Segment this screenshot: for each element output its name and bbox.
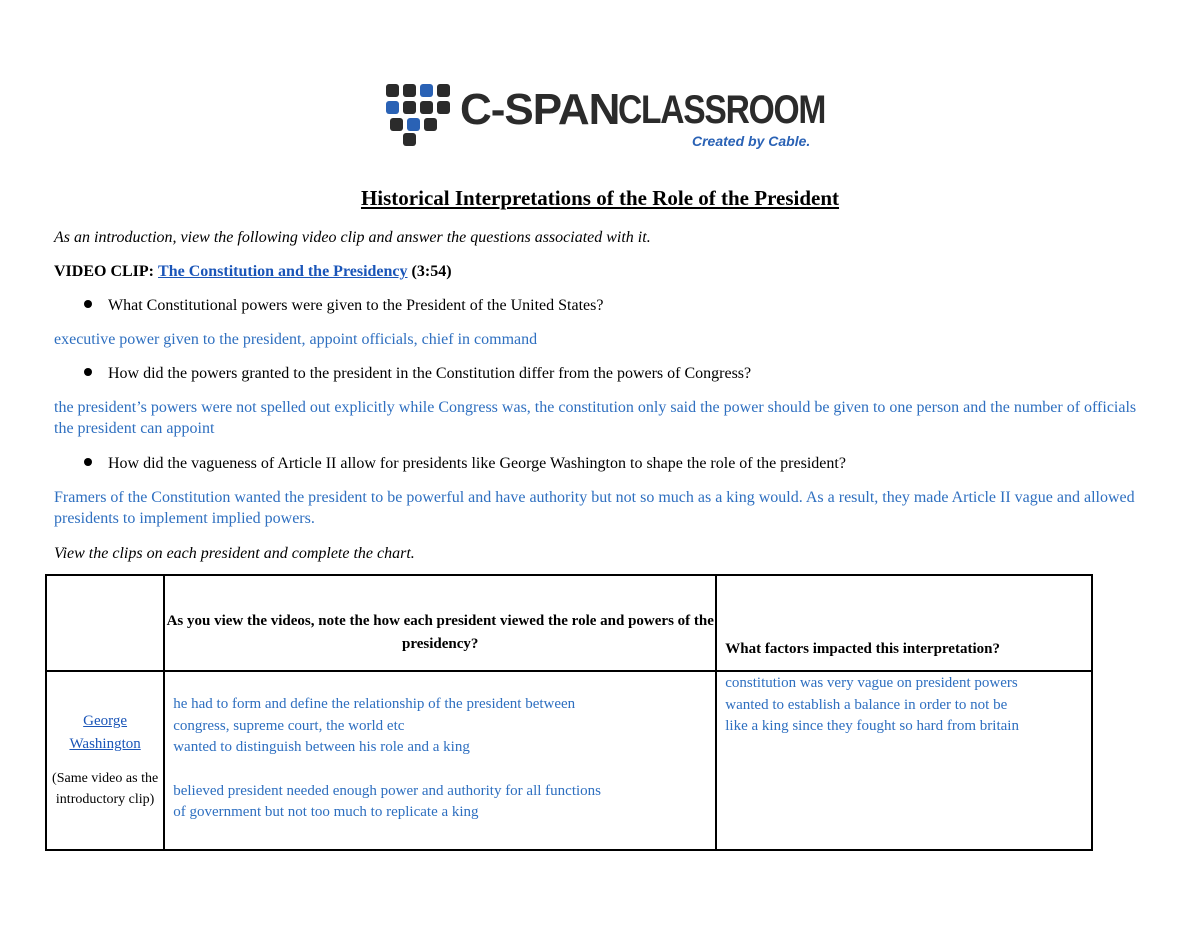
answer-3: Framers of the Constitution wanted the president to be powerful and have authority but not so much as a king would. As a result, they made Article II vague and allowed presidents to implement implied powers. [54, 489, 1135, 527]
views-line: believed president needed enough power and authority for all functions [173, 782, 601, 799]
chart-instructions: View the clips on each president and complete the chart. [54, 545, 415, 562]
video-duration: (3:54) [411, 263, 452, 280]
bullet-icon [84, 300, 92, 308]
bullet-icon [84, 458, 92, 466]
question-3 [84, 453, 846, 474]
president-cell [46, 671, 164, 850]
president-note: (Same video as the introductory clip) [52, 771, 159, 807]
logo-squares-icon [386, 84, 460, 146]
intro-text: As an introduction, view the following video clip and answer the questions associated with it. [54, 229, 651, 246]
answer-2: the president’s powers were not spelled out explicitly while Congress was, the constitution only said the power should be given to one person and the number of officials the president can appoint [54, 399, 1137, 437]
page-title: Historical Interpretations of the Role of the President [360, 186, 840, 210]
bullet-icon [84, 368, 92, 376]
logo-brand-text: C-SPAN [460, 85, 620, 134]
header-factors-cell: What factors impacted this interpretation? [716, 575, 1092, 671]
table-row [46, 671, 1092, 850]
answer-1: executive power given to the president, appoint officials, chief in command [54, 331, 538, 348]
header-empty-cell [46, 575, 164, 671]
cspan-classroom-logo [386, 84, 826, 154]
question-text: How did the vagueness of Article II allow for presidents like George Washington to shape the role of the president? [108, 455, 846, 472]
question-2 [84, 363, 751, 384]
views-line: of government but not too much to replicate a king [173, 804, 479, 820]
question-text: What Constitutional powers were given to the President of the United States? [108, 297, 604, 314]
question-text: How did the powers granted to the president in the Constitution differ from the powers of Congress? [108, 365, 752, 382]
factors-line: like a king since they fought so hard from britain [725, 718, 1019, 734]
president-link[interactable]: George Washington [69, 713, 141, 752]
logo-product-text: CLASSROOM [618, 88, 826, 132]
factors-line: wanted to establish a balance in order to not be [725, 696, 1008, 713]
video-clip-line [54, 261, 452, 282]
logo-tagline: Created by Cable. [692, 133, 811, 149]
video-clip-link[interactable]: The Constitution and the Presidency [158, 263, 408, 280]
table-header-row [46, 575, 1092, 671]
factors-line: constitution was very vague on president powers [725, 675, 1018, 691]
views-cell[interactable] [164, 671, 716, 850]
president-chart-table [45, 574, 1093, 851]
question-1 [84, 295, 603, 316]
views-line: congress, supreme court, the world etc [173, 717, 405, 734]
factors-cell[interactable] [716, 671, 1092, 850]
views-line: he had to form and define the relationship of the president between [173, 696, 576, 712]
video-clip-label: VIDEO CLIP: [54, 263, 155, 280]
views-line: wanted to distinguish between his role and a king [173, 739, 470, 755]
header-views-cell: As you view the videos, note the how each president viewed the role and powers of the presidency? [164, 575, 716, 671]
